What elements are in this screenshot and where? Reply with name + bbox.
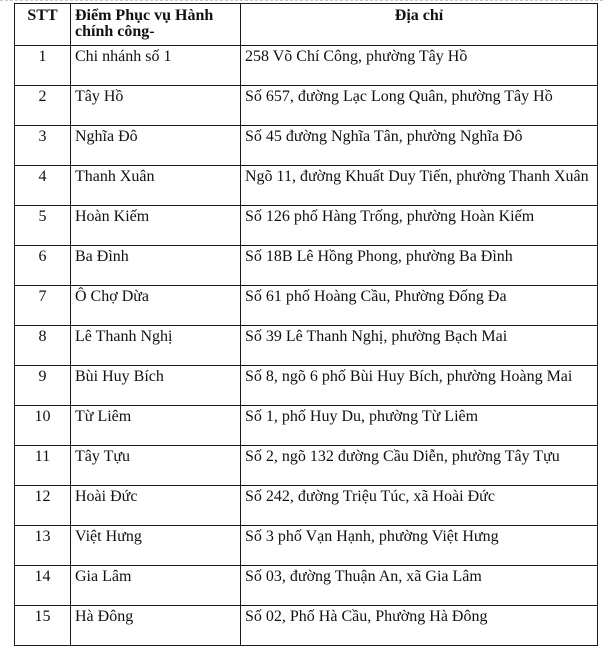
row-service-point: Việt Hưng: [71, 526, 241, 566]
row-stt: 14: [15, 566, 71, 606]
row-service-point: Gia Lâm: [71, 566, 241, 606]
row-address: Số 39 Lê Thanh Nghị, phường Bạch Mai: [241, 326, 598, 366]
header-stt: STT: [15, 4, 71, 46]
row-service-point: Bùi Huy Bích: [71, 366, 241, 406]
row-address: Số 242, đường Triệu Túc, xã Hoài Đức: [241, 486, 598, 526]
row-stt: 15: [15, 606, 71, 646]
row-address: Ngõ 11, đường Khuất Duy Tiến, phường Thanh Xuân: [241, 166, 598, 206]
row-address: Số 8, ngõ 6 phố Bùi Huy Bích, phường Hoàng Mai: [241, 366, 598, 406]
row-service-point: Ô Chợ Dừa: [71, 286, 241, 326]
table-row: [15, 326, 598, 366]
row-address: Số 45 đường Nghĩa Tân, phường Nghĩa Đô: [241, 126, 598, 166]
table-row: [15, 566, 598, 606]
table-row: [15, 486, 598, 526]
row-stt: 5: [15, 206, 71, 246]
table-row: [15, 606, 598, 646]
row-address: Số 18B Lê Hồng Phong, phường Ba Đình: [241, 246, 598, 286]
row-service-point: Thanh Xuân: [71, 166, 241, 206]
table-row: [15, 246, 598, 286]
row-address: Số 126 phố Hàng Trống, phường Hoàn Kiếm: [241, 206, 598, 246]
row-address: Số 1, phố Huy Du, phường Từ Liêm: [241, 406, 598, 446]
row-stt: 11: [15, 446, 71, 486]
row-address: Số 03, đường Thuận An, xã Gia Lâm: [241, 566, 598, 606]
row-address: Số 657, đường Lạc Long Quân, phường Tây Hồ: [241, 86, 598, 126]
row-stt: 7: [15, 286, 71, 326]
row-address: Số 61 phố Hoàng Cầu, Phường Đống Đa: [241, 286, 598, 326]
row-stt: 10: [15, 406, 71, 446]
header-address: Địa chỉ: [241, 4, 598, 46]
row-service-point: Chi nhánh số 1: [71, 46, 241, 86]
header-service-point: Điểm Phục vụ Hành chính công-: [71, 4, 241, 46]
table-row: [15, 166, 598, 206]
table-row: [15, 366, 598, 406]
table-header-row: [15, 4, 598, 46]
row-stt: 6: [15, 246, 71, 286]
row-stt: 4: [15, 166, 71, 206]
row-service-point: Nghĩa Đô: [71, 126, 241, 166]
row-service-point: Hà Đông: [71, 606, 241, 646]
table-row: [15, 206, 598, 246]
table-row: [15, 46, 598, 86]
row-stt: 2: [15, 86, 71, 126]
table-row: [15, 286, 598, 326]
table-row: [15, 446, 598, 486]
row-stt: 9: [15, 366, 71, 406]
row-stt: 3: [15, 126, 71, 166]
row-address: Số 2, ngõ 132 đường Cầu Diễn, phường Tây Tựu: [241, 446, 598, 486]
table-row: [15, 86, 598, 126]
table-row: [15, 406, 598, 446]
row-service-point: Ba Đình: [71, 246, 241, 286]
row-service-point: Từ Liêm: [71, 406, 241, 446]
row-service-point: Hoàn Kiếm: [71, 206, 241, 246]
row-service-point: Lê Thanh Nghị: [71, 326, 241, 366]
row-service-point: Hoài Đức: [71, 486, 241, 526]
row-address: Số 02, Phố Hà Cầu, Phường Hà Đông: [241, 606, 598, 646]
service-points-table: [14, 3, 598, 646]
row-address: Số 3 phố Vạn Hạnh, phường Việt Hưng: [241, 526, 598, 566]
table-row: [15, 126, 598, 166]
row-stt: 8: [15, 326, 71, 366]
table-row: [15, 526, 598, 566]
row-stt: 12: [15, 486, 71, 526]
row-stt: 1: [15, 46, 71, 86]
page-top-border: [0, 0, 603, 2]
row-service-point: Tây Tựu: [71, 446, 241, 486]
row-stt: 13: [15, 526, 71, 566]
row-address: 258 Võ Chí Công, phường Tây Hồ: [241, 46, 598, 86]
row-service-point: Tây Hồ: [71, 86, 241, 126]
